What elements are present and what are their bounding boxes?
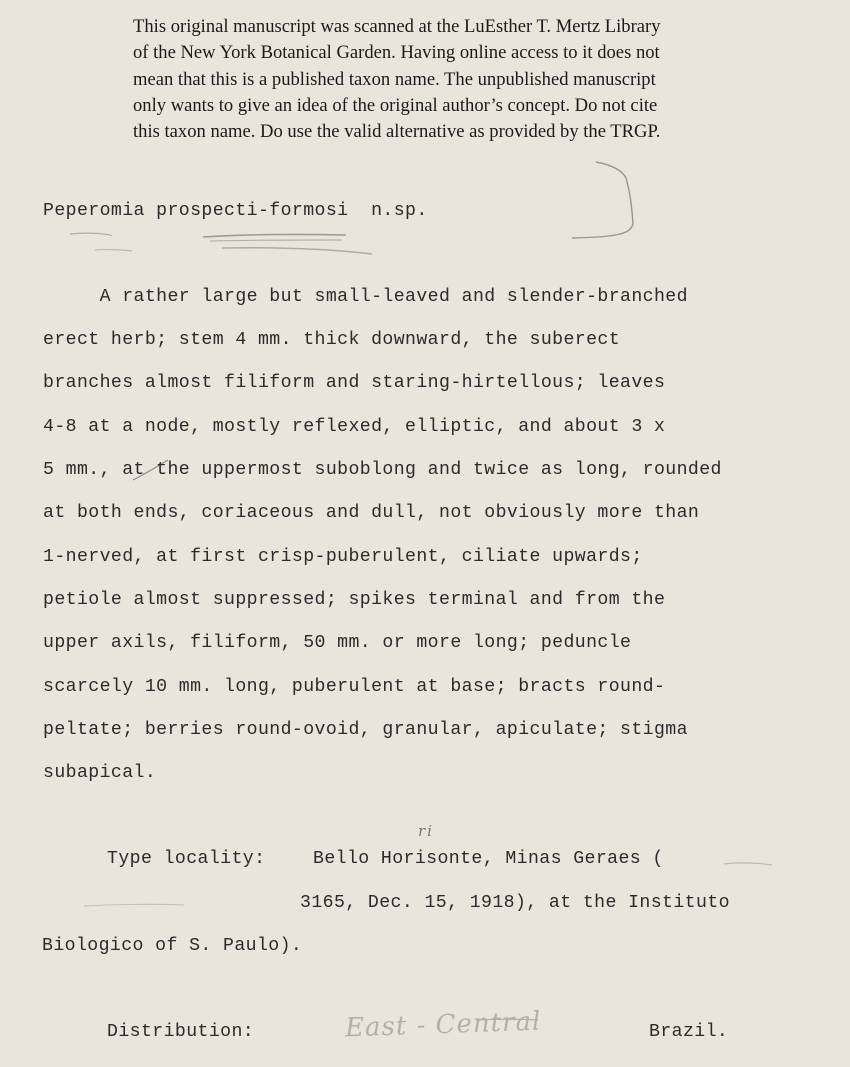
type-locality-label: Type locality: (107, 849, 266, 869)
description-line: petiole almost suppressed; spikes terminal and from the (43, 590, 666, 610)
notice-line: only wants to give an idea of the original author’s concept. Do not cite (133, 94, 658, 116)
notice-line: This original manuscript was scanned at the LuEsther T. Mertz Library (133, 16, 661, 37)
description-line: subapical. (43, 763, 157, 783)
species-title: Peperomia prospecti-formosi n.sp. (43, 201, 428, 221)
notice-line: this taxon name. Do use the valid alternative as provided by the TRGP. (133, 121, 661, 143)
notice-line: of the New York Botanical Garden. Having online access to it does not (133, 42, 660, 64)
distribution-label: Distribution: (107, 1022, 255, 1042)
description-line: erect herb; stem 4 mm. thick downward, the suberect (43, 330, 621, 350)
description-line: 1-nerved, at first crisp-puberulent, ciliate upwards; (43, 547, 643, 567)
description-line: peltate; berries round-ovoid, granular, apiculate; stigma (43, 720, 688, 740)
description-line: upper axils, filiform, 50 mm. or more long; peduncle (43, 633, 632, 653)
type-locality-line: Bello Horisonte, Minas Geraes ( (313, 849, 664, 869)
description-line: at both ends, coriaceous and dull, not obviously more than (43, 503, 700, 523)
description-line: branches almost filiform and staring-hirtellous; leaves (43, 373, 666, 393)
handwritten-correction: ri (418, 822, 434, 840)
distribution-handwriting: East - Central (344, 1006, 542, 1044)
type-locality-line: Biologico of S. Paulo). (42, 936, 303, 956)
distribution-value: Brazil. (649, 1022, 729, 1042)
type-locality-line: 3165, Dec. 15, 1918), at the Instituto (300, 893, 730, 913)
description-line: A rather large but small-leaved and slender-branched (43, 287, 688, 307)
notice-line: mean that this is a published taxon name. The unpublished manuscript (133, 68, 656, 90)
description-line: 5 mm., at the uppermost suboblong and twice as long, rounded (43, 460, 722, 480)
description-line: 4-8 at a node, mostly reflexed, elliptic, and about 3 x (43, 417, 666, 437)
library-notice (133, 14, 773, 145)
description-line: scarcely 10 mm. long, puberulent at base; bracts round- (43, 677, 666, 697)
